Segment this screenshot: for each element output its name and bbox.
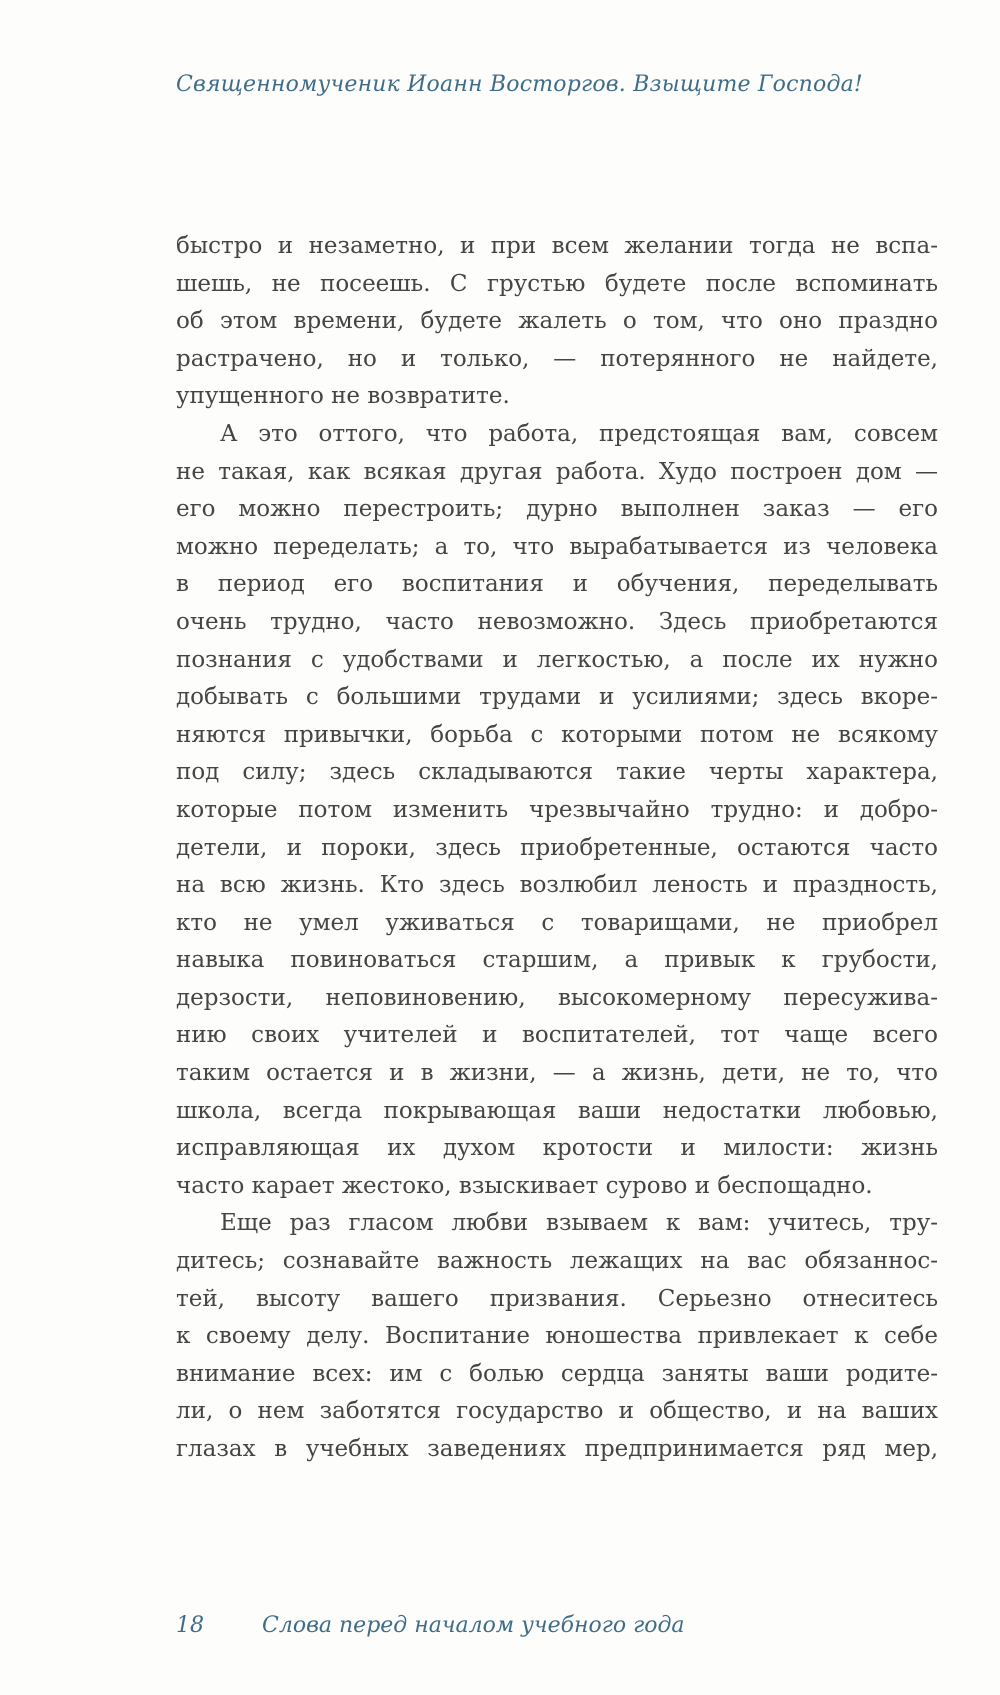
text-line: растрачено, но и только, — потерянного не найдете, xyxy=(176,345,938,372)
section-title: Слова перед началом учебного года xyxy=(262,1613,685,1638)
text-line: его можно перестроить; дурно выполнен заказ — его xyxy=(176,496,938,523)
text-line: часто карает жестоко, взыскивает сурово и беспощадно. xyxy=(176,1172,873,1199)
text-line: дерзости, неповиновению, высокомерному пересуживa- xyxy=(176,984,938,1011)
text-line: не такая, как всякая другая работа. Худо построен дом — xyxy=(176,458,938,485)
text-line: детели, и пороки, здесь приобретенные, остаются часто xyxy=(176,834,938,861)
text-line: под силу; здесь складываются такие черты характера, xyxy=(176,759,938,786)
text-line: школа, всегда покрывающая ваши недостатки любовью, xyxy=(176,1097,938,1124)
text-line: которые потом изменить чрезвычайно трудно: и добро- xyxy=(176,796,938,823)
text-line: кто не умел уживаться с товарищами, не приобрел xyxy=(176,909,938,936)
text-line: очень трудно, часто невозможно. Здесь приобретаются xyxy=(176,608,938,635)
text-line: дитесь; сознавайте важность лежащих на вас обязаннос- xyxy=(176,1248,938,1275)
text-line: упущенного не возвратите. xyxy=(176,383,510,410)
text-line: тей, высоту вашего призвания. Серьезно отнеситесь xyxy=(176,1285,938,1312)
text-line: А это оттого, что работа, предстоящая вам, совсем xyxy=(220,420,938,447)
text-line: на всю жизнь. Кто здесь возлюбил леность и праздность, xyxy=(176,872,938,899)
text-line: Еще раз гласом любви взываем к вам: учитесь, тру- xyxy=(220,1210,938,1237)
text-line: нию своих учителей и воспитателей, тот чаще всего xyxy=(176,1022,938,1049)
text-line: добывать с большими трудами и усилиями; здесь вкоре- xyxy=(176,684,938,711)
text-line: внимание всех: им с болью сердца заняты ваши родите- xyxy=(176,1360,938,1387)
text-line: няются привычки, борьба с которыми потом не всякому xyxy=(176,721,938,748)
text-line: об этом времени, будете жалеть о том, что оно праздно xyxy=(176,308,938,335)
text-line: исправляющая их духом кротости и милости: жизнь xyxy=(176,1135,938,1162)
text-line: ли, о нем заботятся государство и общество, и на ваших xyxy=(176,1398,938,1425)
text-line: шешь, не посеешь. С грустью будете после вспоминать xyxy=(176,270,938,297)
text-line: к своему делу. Воспитание юношества привлекает к себе xyxy=(176,1323,938,1350)
body-text xyxy=(176,228,938,1469)
text-line: таким остается и в жизни, — а жизнь, дети, не то, что xyxy=(176,1060,938,1087)
text-line: познания с удобствами и легкостью, а после их нужно xyxy=(176,646,938,673)
text-line: глазах в учебных заведениях предпринимается ряд мер, xyxy=(176,1436,938,1462)
text-line: быстро и незаметно, и при всем желании тогда не вспа- xyxy=(176,233,938,259)
text-line: навыка повиноваться старшим, а привык к грубости, xyxy=(176,947,938,974)
page-number: 18 xyxy=(176,1613,204,1638)
running-header-title: Священномученик Иоанн Восторгов. Взыщите Господа! xyxy=(176,72,863,97)
text-line: в период его воспитания и обучения, переделывать xyxy=(176,571,938,598)
text-line: можно переделать; а то, что вырабатывается из человека xyxy=(176,533,938,560)
page-footer xyxy=(176,1613,896,1638)
